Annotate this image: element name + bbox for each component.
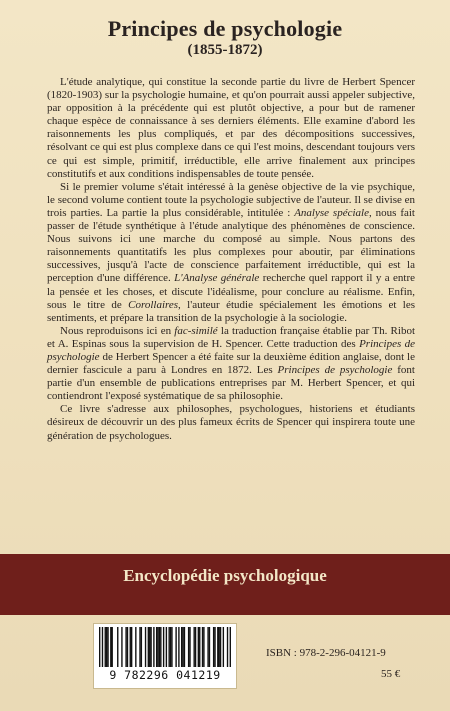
blurb-paragraph-3 [47, 325, 415, 404]
barcode-bar [171, 627, 172, 667]
barcode-bar [156, 627, 157, 667]
blurb-text: Nous reproduisons ici en [60, 324, 175, 337]
barcode-bar [198, 627, 199, 667]
italic-title: L'Analyse générale [174, 272, 260, 285]
blurb-text: la traduction française établie par Th. Ribot et A. Espinas sous la supervision de H. Spencer. Cette traduction des [47, 324, 415, 350]
barcode-bar [153, 627, 154, 667]
barcode-bar [131, 627, 132, 667]
barcode [93, 623, 237, 689]
italic-title: Principes de psychologie [277, 364, 393, 377]
barcode-bar [157, 627, 158, 667]
barcode-bar [112, 627, 113, 667]
barcode-bar [223, 627, 224, 667]
barcode-bar [110, 627, 111, 667]
barcode-bar [227, 627, 228, 667]
barcode-bar [166, 627, 167, 667]
barcode-bar [148, 627, 149, 667]
price: 55 € [381, 668, 401, 680]
barcode-bar [195, 627, 196, 667]
blurb-text: recherche quel rapport il y a entre la pensée et les choses, et discute l'idéalisme, pour conclure au réalisme. Enfin, sous le titre de [47, 272, 416, 311]
barcode-bar [214, 627, 215, 667]
series-title: Encyclopédie psychologique [123, 566, 327, 585]
barcode-bar [207, 627, 208, 667]
barcode-bar [107, 627, 108, 667]
blurb-paragraph-1 [47, 76, 415, 181]
italic-title: Principes de psychologie [47, 337, 415, 363]
barcode-bar [193, 627, 194, 667]
barcode-bar [145, 627, 146, 667]
book-title: Principes de psychologie [107, 16, 343, 41]
book-dates: (1855-1872) [187, 42, 263, 58]
barcode-bar [175, 627, 176, 667]
barcode-digits: 9 782296 041219 [109, 668, 221, 682]
barcode-bar [213, 627, 214, 667]
barcode-bar [182, 627, 183, 667]
barcode-bar [220, 627, 221, 667]
barcode-bar [168, 627, 169, 667]
barcode-bar [99, 627, 100, 667]
blurb-text: de Herbert Spencer a été faite sur la deuxième édition anglaise, dont le dernier fascicule a paru à Londres en 1872. Les [47, 350, 415, 377]
isbn: ISBN : 978-2-296-04121-9 [266, 647, 386, 659]
italic-title: Corollaires [128, 298, 179, 311]
blurb-paragraph-4 [47, 403, 415, 442]
barcode-bar [127, 627, 128, 667]
barcode-bar [150, 627, 151, 667]
blurb-paragraph-2 [47, 181, 415, 325]
barcode-bar [139, 627, 140, 667]
barcode-bar [178, 627, 179, 667]
barcode-bar [181, 627, 182, 667]
barcode-bar [159, 627, 160, 667]
blurb-text: Si le premier volume s'était intéressé à la genèse objective de la vie psychique, le second volume contient toute la psychologie subjective de l'auteur. Il se divise en trois parties. La partie la plus considérable, intitulée : [47, 180, 415, 219]
blurb-text: Ce livre s'adresse aux philosophes, psychologues, historiens et étudiants désireux de découvrir un des plus fameux écrits de Spencer qui inspirera toute une génération de psychologues. [47, 403, 415, 442]
barcode-bar [121, 627, 122, 667]
barcode-bar [188, 627, 189, 667]
barcode-bar [189, 627, 190, 667]
barcode-bar [218, 627, 219, 667]
blurb-text: , nous fait passer de l'étude synthétique à l'étude analytique des phénomènes de conscience. Nous suivons ici une marche du composé au simple. Nous partons des raisonnements quantitatifs les plus complexes pour aboutir, par éliminations successives, jusqu'à l'acte de conscience parfaitement irréductible, qui est la perception d'une différence. [47, 206, 415, 285]
barcode-bar [199, 627, 200, 667]
blurb-text: L'étude analytique, qui constitue la seconde partie du livre de Herbert Spencer (1820-1903) sur la psychologie humaine, et qu'on pourrait aussi appeler subjective, par opposition à la précédente qui est plutôt objective, a pour but de ramener chaque espèce de connaissance à ses derniers éléments. Elle examine d'abord les raisonnements les plus compliqués, et par des décompositions successives, résolvant ce qui est plus complexe dans ce qui l'est moins, descendant toujours vers ce qui est simple, primitif, irréductible, elle arrive finalement aux principes constitutifs et aux conditions indispensables de toute pensée. [47, 76, 415, 180]
barcode-bar [202, 627, 203, 667]
barcode-bar [117, 627, 118, 667]
barcode-bar [170, 627, 171, 667]
barcode-bar [217, 627, 218, 667]
barcode-bar [209, 627, 210, 667]
blurb-text: font partie d'un ensemble de publications entreprises par M. Herbert Spencer, et qui contiendront l'exposé systématique de sa philosophie. [47, 364, 415, 403]
blurb [47, 76, 415, 443]
blurb-text: , l'auteur étudie spécialement les émotions et les sentiments, et prépare la transition de la psychologie à la sociologie. [47, 298, 415, 324]
barcode-bar [105, 627, 106, 667]
barcode-bar [203, 627, 204, 667]
barcode-bar [163, 627, 164, 667]
italic-term: fac-similé [174, 324, 218, 337]
barcode-bars [99, 627, 231, 667]
barcode-bar [130, 627, 131, 667]
barcode-bar [149, 627, 150, 667]
barcode-bar [135, 627, 136, 667]
barcode-bar [184, 627, 185, 667]
barcode-bar [106, 627, 107, 667]
italic-title: Analyse spéciale [294, 206, 369, 219]
barcode-bar [102, 627, 103, 667]
barcode-bar [141, 627, 142, 667]
barcode-bar [230, 627, 231, 667]
barcode-bar [125, 627, 126, 667]
barcode-bar [160, 627, 161, 667]
